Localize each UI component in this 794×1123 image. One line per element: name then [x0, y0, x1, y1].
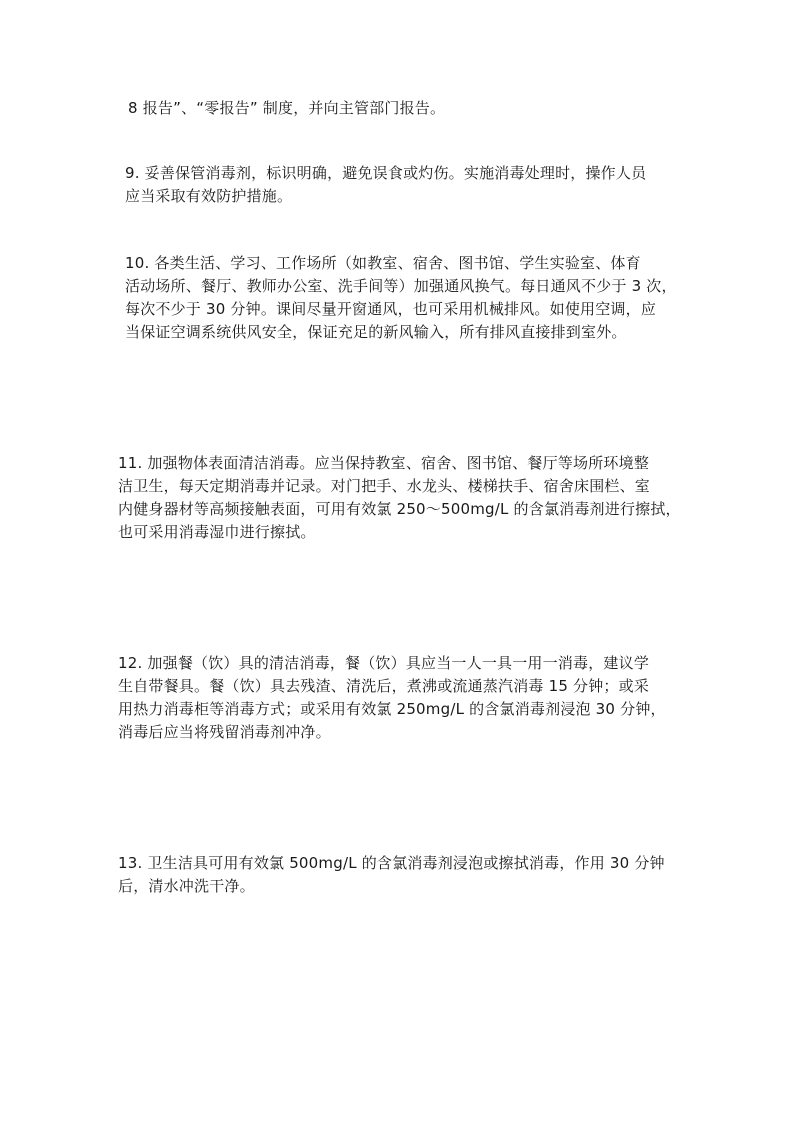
- paragraph-line: 内健身器材等高频接触表面，可用有效氯 250～500mg/L 的含氯消毒剂进行擦拭，: [118, 500, 681, 518]
- paragraph-line: 12. 加强餐（饮）具的清洁消毒，餐（饮）具应当一人一具一用一消毒，建议学: [118, 654, 650, 672]
- paragraph-line: 8 报告”、“零报告” 制度，并向主管部门报告。: [128, 99, 446, 117]
- paragraph-line: 13. 卫生洁具可用有效氯 500mg/L 的含氯消毒剂浸泡或擦拭消毒，作用 30 分钟: [118, 854, 665, 872]
- paragraph-line: 应当采取有效防护措施。: [125, 187, 293, 205]
- paragraph-line: 消毒后应当将残留消毒剂冲净。: [118, 723, 331, 741]
- paragraph-line: 每次不少于 30 分钟。课间尽量开窗通风，也可采用机械排风。如使用空调，应: [125, 300, 657, 318]
- paragraph-line: 洁卫生，每天定期消毒并记录。对门把手、水龙头、楼梯扶手、宿舍床围栏、室: [118, 477, 651, 495]
- paragraph-line: 10. 各类生活、学习、工作场所（如教室、宿舍、图书馆、学生实验室、体育: [125, 254, 641, 272]
- paragraph-line: 后，清水冲洗干净。: [118, 877, 255, 895]
- paragraph-line: 也可采用消毒湿巾进行擦拭。: [118, 523, 316, 541]
- paragraph-item-13: [118, 852, 678, 898]
- paragraph-line: 活动场所、餐厅、教师办公室、洗手间等）加强通风换气。每日通风不少于 3 次，: [125, 277, 677, 295]
- paragraph-item-10: [125, 252, 685, 344]
- paragraph-item-11: [118, 452, 681, 544]
- paragraph-line: 用热力消毒柜等消毒方式；或采用有效氯 250mg/L 的含氯消毒剂浸泡 30 分钟，: [118, 700, 666, 718]
- paragraph-line: 生自带餐具。餐（饮）具去残渣、清洗后，煮沸或流通蒸汽消毒 15 分钟；或采: [118, 677, 650, 695]
- paragraph-line: 9. 妥善保管消毒剂，标识明确，避免误食或灼伤。实施消毒处理时，操作人员: [125, 164, 647, 182]
- paragraph-line: 11. 加强物体表面清洁消毒。应当保持教室、宿舍、图书馆、餐厅等场所环境整: [118, 454, 650, 472]
- paragraph-item-12: [118, 652, 678, 744]
- paragraph-item-9: [125, 162, 685, 208]
- paragraph-item-8: [128, 97, 688, 120]
- paragraph-line: 当保证空调系统供风安全，保证充足的新风输入，所有排风直接排到室外。: [125, 323, 627, 341]
